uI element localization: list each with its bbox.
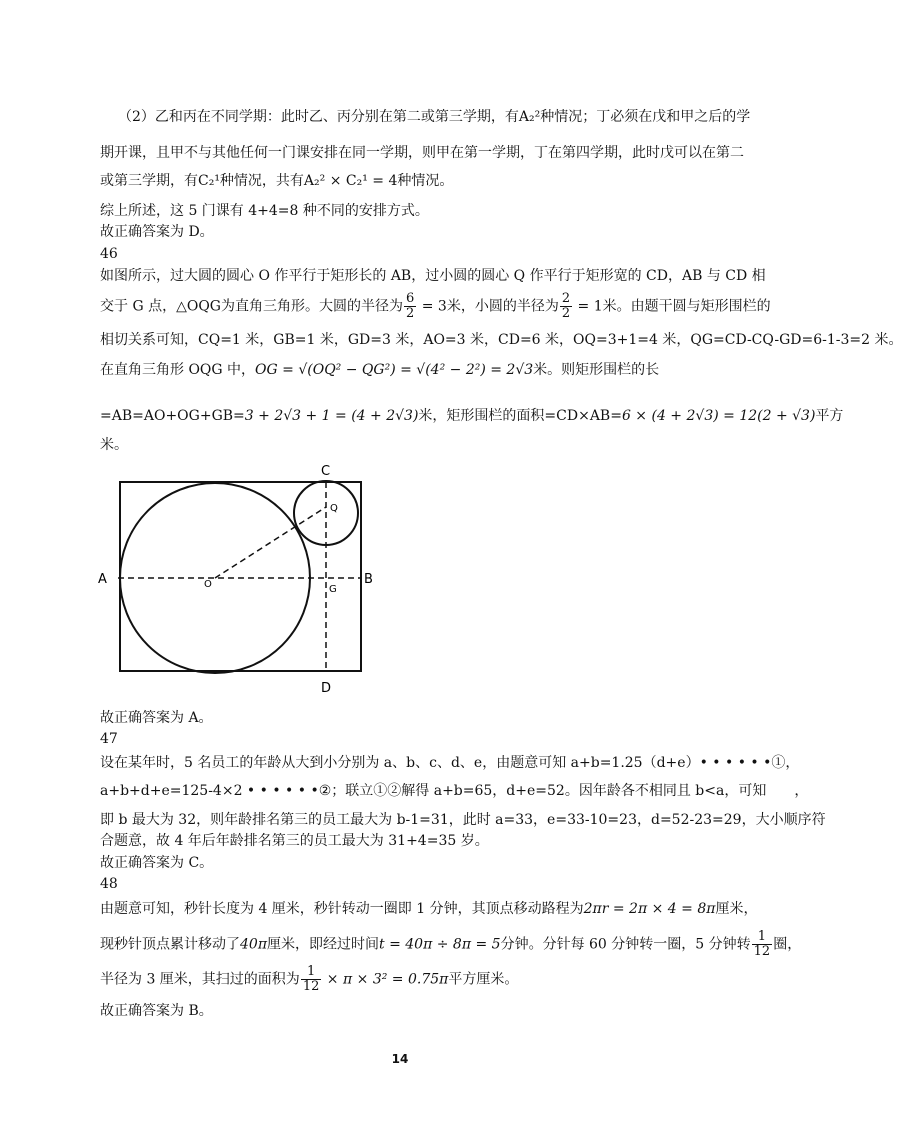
length-formula: 3 + 2√3 + 1 = (4 + 2√3) <box>244 408 419 424</box>
time-formula: t = 40π ÷ 8π = 5 <box>379 936 501 953</box>
fraction-6-2: $\frac{6}{2}$ <box>406 291 415 321</box>
area-swept-formula: × π × 3² = 0.75π <box>322 971 449 988</box>
q46-line-5 <box>100 406 843 426</box>
q45-line-3: 或第三学期，有C₂¹种情况，共有A₂² × C₂¹ = 4种情况。 <box>100 173 454 189</box>
q46-number: 46 <box>100 246 118 262</box>
q48-line-2c: 分钟。分针每 60 分钟转一圈，5 分钟转 <box>500 936 751 953</box>
q48-line-2 <box>100 930 801 959</box>
small-circle <box>294 481 358 545</box>
q48-line-2b: 厘米，即经过时间 <box>267 936 380 953</box>
og-formula: OG = √(OQ² − QG²) = √(4² − 2²) = 2√3 <box>255 362 534 378</box>
q48-number: 48 <box>100 876 118 892</box>
label-b: B <box>364 572 373 587</box>
q45-answer: 故正确答案为 D。 <box>100 224 214 240</box>
distance-value: 40π <box>240 936 268 953</box>
q48-line-1b: 厘米， <box>715 901 758 917</box>
q47-line-2: a+b+d+e=125-4×2 • • • • • •②；联立①②解得 a+b=65，d+e=52。因年龄各不相同且 b<a，可知 ， <box>100 783 809 799</box>
page-number: 14 <box>391 1052 409 1066</box>
q46-line-2 <box>100 292 771 321</box>
q46-line-1: 如图所示，过大圆的圆心 O 作平行于矩形长的 AB，过小圆的圆心 Q 作平行于矩形宽的 CD，AB 与 CD 相 <box>100 268 766 284</box>
q45-line-2: 期开课，且甲不与其他任何一门课安排在同一学期，则甲在第一学期，丁在第四学期，此时戊可以在第二 <box>100 145 744 161</box>
q46-line-4a: 在直角三角形 OQG 中， <box>100 362 256 378</box>
fraction-2-2: $\frac{2}{2}$ <box>561 291 571 321</box>
rectangle-fence <box>120 482 361 671</box>
q47-line-4: 合题意，故 4 年后年龄排名第三的员工最大为 31+4=35 岁。 <box>100 833 489 849</box>
label-d: D <box>321 681 332 696</box>
q48-line-2a: 现秒针顶点累计移动了 <box>100 936 240 953</box>
q46-answer: 故正确答案为 A。 <box>100 710 213 726</box>
label-g: G <box>329 584 337 595</box>
fraction-1-12: $\frac{1}{12}$ <box>753 929 771 959</box>
q47-line-3: 即 b 最大为 32，则年龄排名第三的员工最大为 b-1=31，此时 a=33，e=33-10=23，d=52-23=29，大小顺序符 <box>100 812 826 828</box>
area-formula: 6 × (4 + 2√3) = 12(2 + √3) <box>621 408 816 424</box>
q48-line-1a: 由题意可知，秒针长度为 4 厘米，秒针转动一圈即 1 分钟，其顶点移动路程为 <box>100 901 584 917</box>
label-a: A <box>98 572 107 587</box>
circumference-formula: 2πr = 2π × 4 = 8π <box>583 901 716 917</box>
large-circle <box>120 483 310 673</box>
q48-line-2d: 圈， <box>773 936 802 953</box>
label-q: Q <box>330 503 338 514</box>
q48-line-3a: 半径为 3 厘米，其扫过的面积为 <box>100 971 300 988</box>
q46-line-2b: = 3米，小圆的半径为 <box>417 298 559 315</box>
q46-line-2a: 交于 G 点，△OQG为直角三角形。大圆的半径为 <box>100 298 403 315</box>
q47-line-1: 设在某年时，5 名员工的年龄从大到小分别为 a、b、c、d、e，由题意可知 a+b=1.25（d+e）• • • • • •①， <box>100 755 800 771</box>
q47-answer: 故正确答案为 C。 <box>100 855 214 871</box>
q48-answer: 故正确答案为 B。 <box>100 1003 213 1019</box>
q46-line-6: 米。 <box>100 437 128 453</box>
line-oq <box>215 507 326 578</box>
q46-line-3: 相切关系可知，CQ=1 米，GB=1 米，GD=3 米，AO=3 米，CD=6 米，OQ=3+1=4 米，QG=CD-CQ-GD=6-1-3=2 米。 <box>100 332 903 348</box>
q48-line-3 <box>100 965 518 994</box>
q46-line-4 <box>100 360 659 380</box>
label-c: C <box>321 464 331 479</box>
q46-line-5c: 平方 <box>815 408 844 424</box>
q46-line-5a: =AB=AO+OG+GB= <box>100 408 245 424</box>
fraction-1-12-b: $\frac{1}{12}$ <box>302 964 320 994</box>
q47-number: 47 <box>100 731 118 747</box>
q46-line-5b: 米，矩形围栏的面积=CD×AB= <box>418 408 622 424</box>
q46-line-4b: 米。则矩形围栏的长 <box>533 362 660 378</box>
q45-summary: 综上所述，这 5 门课有 4+4=8 种不同的安排方式。 <box>100 203 429 219</box>
q45-line-1: （2）乙和丙在不同学期：此时乙、丙分别在第二或第三学期，有A₂²种情况；丁必须在戊和甲之后的学 <box>118 109 751 125</box>
q48-line-3b: 平方厘米。 <box>448 971 519 988</box>
q48-line-1 <box>100 899 757 919</box>
q46-line-2c: = 1米。由题干圆与矩形围栏的 <box>573 298 771 315</box>
label-o: O <box>204 579 212 590</box>
